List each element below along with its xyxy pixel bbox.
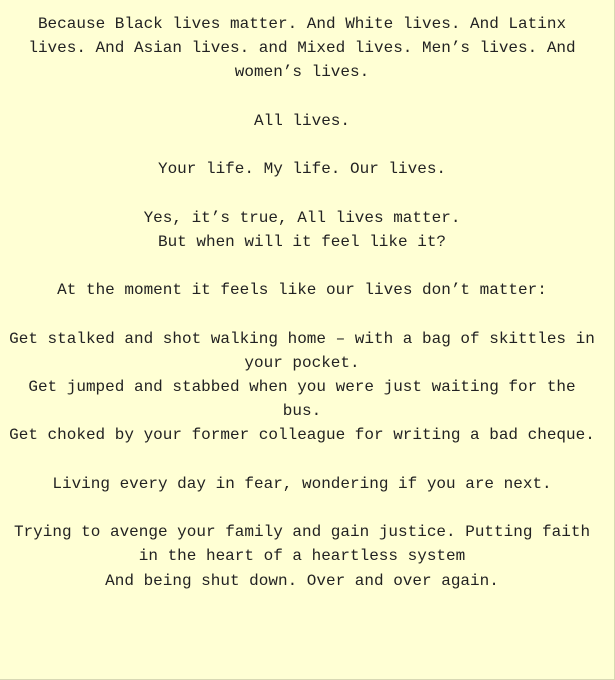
stanza <box>8 472 596 496</box>
stanza <box>8 206 596 254</box>
poem-line: But when will it feel like it? <box>157 232 447 251</box>
poem-line: And being shut down. Over and over again. <box>105 571 499 590</box>
poem-line: Trying to avenge your family and gain justice. Putting faith in the heart of a heartless system <box>13 523 591 566</box>
stanza <box>8 157 596 181</box>
stanza <box>8 278 596 302</box>
poem-line: Get choked by your former colleague for writing a bad cheque. <box>9 426 595 445</box>
poem-line: Because Black lives matter. And White lives. And Latinx lives. And Asian lives. and Mixed lives. Men’s lives. And women’s lives. <box>28 15 576 82</box>
poem-line: Yes, it’s true, All lives matter. <box>143 208 461 227</box>
stanza <box>8 520 596 593</box>
poem-line: At the moment it feels like our lives don’t matter: <box>57 281 547 300</box>
stanza <box>8 12 596 85</box>
poem-line: Your life. My life. Our lives. <box>157 160 447 179</box>
stanza <box>8 327 596 448</box>
poem-line: All lives. <box>253 111 350 130</box>
poem-line: Get stalked and shot walking home – with a bag of skittles in your pocket. <box>9 329 595 372</box>
poem-text <box>8 12 596 617</box>
poem-line: Living every day in fear, wondering if you are next. <box>52 474 552 493</box>
poem-line: Get jumped and stabbed when you were just waiting for the bus. <box>28 377 576 421</box>
stanza <box>8 109 596 133</box>
